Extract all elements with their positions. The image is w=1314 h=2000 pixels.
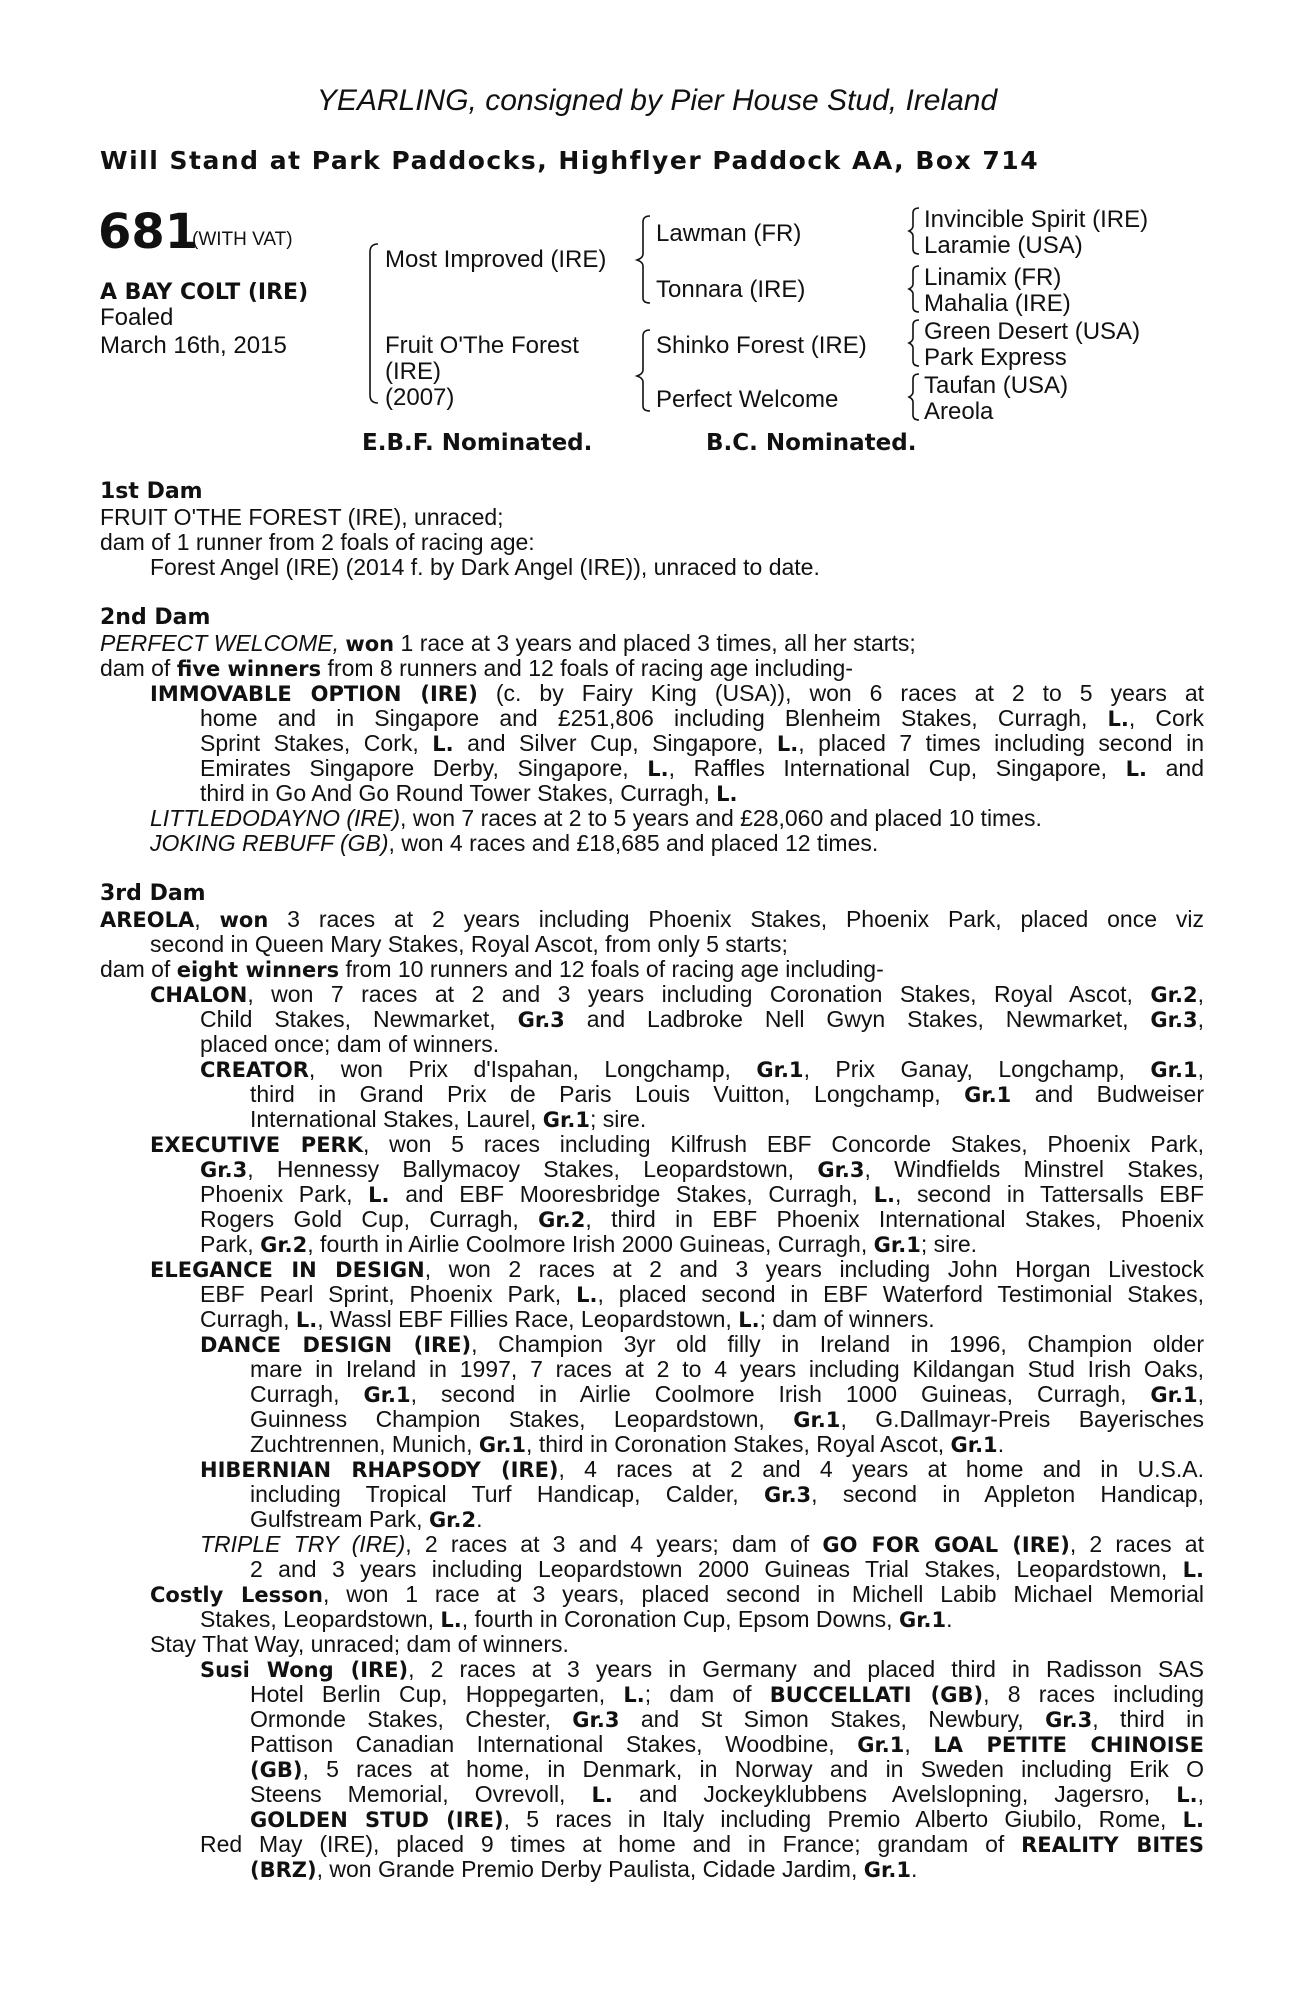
areola-dam-of: dam of eight winners from 10 runners and 12 foals of racing age including-: [100, 956, 884, 982]
executive-perk-line3: Phoenix Park, L. and EBF Mooresbridge Stakes, Curragh, L., second in Tattersalls EBF: [200, 1181, 1204, 1207]
brace-sire-parents: [637, 216, 650, 303]
gg-5: Green Desert (USA): [924, 318, 1141, 345]
consignor-line: YEARLING, consigned by Pier House Stud, Ireland: [316, 84, 998, 117]
dam-dam: Perfect Welcome: [656, 386, 839, 413]
foaled-date: March 16th, 2015: [100, 332, 287, 359]
hibernian-line1: HIBERNIAN RHAPSODY (IRE), 4 races at 2 and 4 years at home and in U.S.A.: [200, 1456, 1204, 1482]
first-dam-heading: 1st Dam: [100, 479, 203, 504]
immovable-option-line1: IMMOVABLE OPTION (IRE) (c. by Fairy King (USA)), won 6 races at 2 to 5 years at: [150, 680, 1204, 706]
chalon-line3: placed once; dam of winners.: [200, 1031, 500, 1057]
elegance-line2: EBF Pearl Sprint, Phoenix Park, L., placed second in EBF Waterford Testimonial Stakes,: [200, 1281, 1204, 1307]
red-may-line2: (BRZ), won Grande Premio Derby Paulista, Cidade Jardim, Gr.1.: [250, 1856, 918, 1882]
dance-design-line3: Curragh, Gr.1, second in Airlie Coolmore Irish 1000 Guineas, Curragh, Gr.1,: [250, 1381, 1205, 1407]
chalon-line1: CHALON, won 7 races at 2 and 3 years including Coronation Stakes, Royal Ascot, Gr.2,: [150, 981, 1204, 1007]
immovable-option-line4: Emirates Singapore Derby, Singapore, L., Raffles International Cup, Singapore, L. and: [200, 755, 1204, 781]
gg-2: Laramie (USA): [924, 232, 1083, 259]
susi-wong-line5: (GB), 5 races at home, in Denmark, in Norway and in Sweden including Erik O: [250, 1756, 1204, 1782]
dam-line2: (IRE): [385, 358, 441, 385]
executive-perk-line4: Rogers Gold Cup, Curragh, Gr.2, third in EBF Phoenix International Stakes, Phoenix: [200, 1206, 1204, 1232]
brace-dam-parents: [637, 330, 650, 411]
second-dam-line1: PERFECT WELCOME, won 1 race at 3 years and placed 3 times, all her starts;: [100, 630, 916, 656]
littledodayno-line: LITTLEDODAYNO (IRE), won 7 races at 2 to 5 years and £28,060 and placed 10 times.: [150, 805, 1042, 831]
susi-wong-line2: Hotel Berlin Cup, Hoppegarten, L.; dam of BUCCELLATI (GB), 8 races including: [250, 1681, 1205, 1707]
lot-number: 681: [98, 204, 199, 260]
costly-lesson-line1: Costly Lesson, won 1 race at 3 years, placed second in Michell Labib Michael Memorial: [150, 1581, 1204, 1607]
hibernian-line3: Gulfstream Park, Gr.2.: [250, 1506, 483, 1532]
triple-try-line1: TRIPLE TRY (IRE), 2 races at 3 and 4 years; dam of GO FOR GOAL (IRE), 2 races at: [200, 1531, 1204, 1557]
stay-that-way-line: Stay That Way, unraced; dam of winners.: [150, 1631, 569, 1657]
creator-line1: CREATOR, won Prix d'Ispahan, Longchamp, Gr.1, Prix Ganay, Longchamp, Gr.1,: [200, 1056, 1204, 1082]
sire-dam: Tonnara (IRE): [656, 276, 806, 303]
dam-line1: Fruit O'The Forest: [385, 332, 579, 359]
vat-label: (WITH VAT): [192, 229, 293, 250]
creator-line2: third in Grand Prix de Paris Louis Vuitton, Longchamp, Gr.1 and Budweiser: [250, 1081, 1204, 1107]
brace-g4: [909, 374, 919, 420]
triple-try-line2: 2 and 3 years including Leopardstown 2000 Guineas Trial Stakes, Leopardstown, L.: [250, 1556, 1204, 1582]
gg-3: Linamix (FR): [924, 264, 1062, 291]
creator-line3: International Stakes, Laurel, Gr.1; sire.: [250, 1106, 647, 1132]
joking-rebuff-line: JOKING REBUFF (GB), won 4 races and £18,685 and placed 12 times.: [150, 830, 879, 856]
elegance-line1: ELEGANCE IN DESIGN, won 2 races at 2 and 3 years including John Horgan Livestock: [150, 1256, 1204, 1282]
sire-sire: Lawman (FR): [656, 220, 802, 247]
sire: Most Improved (IRE): [385, 246, 607, 273]
gg-4: Mahalia (IRE): [924, 290, 1071, 317]
bc-nomination: B.C. Nominated.: [706, 430, 917, 456]
elegance-line3: Curragh, L., Wassl EBF Fillies Race, Leopardstown, L.; dam of winners.: [200, 1306, 935, 1332]
second-dam-heading: 2nd Dam: [100, 605, 211, 630]
third-dam-heading: 3rd Dam: [100, 881, 206, 906]
gg-7: Taufan (USA): [924, 372, 1069, 399]
brace-g3: [909, 320, 919, 366]
susi-wong-line3: Ormonde Stakes, Chester, Gr.3 and St Simon Stakes, Newbury, Gr.3, third in: [250, 1706, 1205, 1732]
executive-perk-line2: Gr.3, Hennessy Ballymacoy Stakes, Leopardstown, Gr.3, Windfields Minstrel Stakes,: [200, 1156, 1204, 1182]
executive-perk-line5: Park, Gr.2, fourth in Airlie Coolmore Irish 2000 Guineas, Curragh, Gr.1; sire.: [200, 1231, 978, 1257]
pedigree-table: [0, 0, 1314, 470]
dam-sire: Shinko Forest (IRE): [656, 332, 867, 359]
dance-design-line5: Zuchtrennen, Munich, Gr.1, third in Coronation Stakes, Royal Ascot, Gr.1.: [250, 1431, 1005, 1457]
susi-wong-line1: Susi Wong (IRE), 2 races at 3 years in Germany and placed third in Radisson SAS: [200, 1656, 1204, 1682]
immovable-option-line3: Sprint Stakes, Cork, L. and Silver Cup, Singapore, L., placed 7 times including second in: [200, 730, 1204, 756]
executive-perk-line1: EXECUTIVE PERK, won 5 races including Kilfrush EBF Concorde Stakes, Phoenix Park,: [150, 1131, 1204, 1157]
brace-gen1: [370, 244, 378, 403]
susi-wong-line7: GOLDEN STUD (IRE), 5 races in Italy including Premio Alberto Giubilo, Rome, L.: [250, 1806, 1204, 1832]
gg-6: Park Express: [924, 344, 1067, 371]
susi-wong-line6: Steens Memorial, Ovrevoll, L. and Jockeyklubbens Avelslopning, Jagersro, L.,: [250, 1781, 1204, 1807]
costly-lesson-line2: Stakes, Leopardstown, L., fourth in Coronation Cup, Epsom Downs, Gr.1.: [200, 1606, 953, 1632]
dance-design-line1: DANCE DESIGN (IRE), Champion 3yr old filly in Ireland in 1996, Champion older: [200, 1331, 1204, 1357]
gg-8: Areola: [924, 398, 994, 425]
pedigree-brackets: [0, 0, 1314, 470]
brace-g1: [909, 208, 919, 254]
immovable-option-line2: home and in Singapore and £251,806 including Blenheim Stakes, Curragh, L., Cork: [200, 705, 1204, 731]
hibernian-line2: including Tropical Turf Handicap, Calder, Gr.3, second in Appleton Handicap,: [250, 1481, 1204, 1507]
horse-name: A BAY COLT (IRE): [100, 280, 309, 305]
ebf-nomination: E.B.F. Nominated.: [362, 430, 593, 456]
foaled-label: Foaled: [100, 304, 174, 331]
first-dam-line1: FRUIT O'THE FOREST (IRE), unraced;: [100, 504, 504, 530]
areola-line2: second in Queen Mary Stakes, Royal Ascot, from only 5 starts;: [150, 931, 788, 957]
dance-design-line4: Guinness Champion Stakes, Leopardstown, Gr.1, G.Dallmayr-Preis Bayerisches: [250, 1406, 1204, 1432]
second-dam-line2: dam of five winners from 8 runners and 12 foals of racing age including-: [100, 655, 853, 681]
gg-1: Invincible Spirit (IRE): [924, 206, 1149, 233]
immovable-option-line5: third in Go And Go Round Tower Stakes, Curragh, L.: [200, 780, 738, 806]
brace-g2: [909, 266, 919, 312]
red-may-line1: Red May (IRE), placed 9 times at home and in France; grandam of REALITY BITES: [200, 1831, 1204, 1857]
chalon-line2: Child Stakes, Newmarket, Gr.3 and Ladbroke Nell Gwyn Stakes, Newmarket, Gr.3,: [200, 1006, 1205, 1032]
first-dam-line3: Forest Angel (IRE) (2014 f. by Dark Angel (IRE)), unraced to date.: [150, 554, 820, 580]
areola-line1: AREOLA, won 3 races at 2 years including Phoenix Stakes, Phoenix Park, placed once viz: [100, 906, 1204, 932]
dance-design-line2: mare in Ireland in 1997, 7 races at 2 to 4 years including Kildangan Stud Irish Oaks,: [250, 1356, 1204, 1382]
susi-wong-line4: Pattison Canadian International Stakes, Woodbine, Gr.1, LA PETITE CHINOISE: [250, 1731, 1205, 1757]
stabling-line: Will Stand at Park Paddocks, Highflyer Paddock AA, Box 714: [100, 146, 1040, 175]
first-dam-line2: dam of 1 runner from 2 foals of racing age:: [100, 529, 535, 555]
dam-line3: (2007): [385, 384, 455, 411]
